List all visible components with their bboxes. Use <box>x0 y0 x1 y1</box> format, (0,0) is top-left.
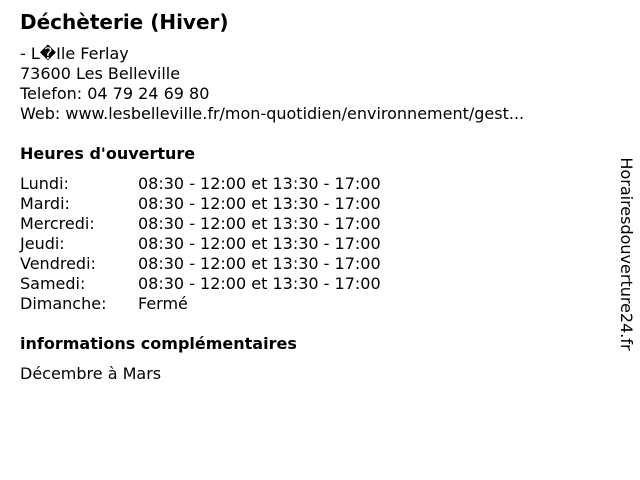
address-block <box>20 44 524 124</box>
day-label: Lundi: <box>20 174 69 193</box>
day-hours: 08:30 - 12:00 et 13:30 - 17:00 <box>138 174 381 193</box>
day-label: Samedi: <box>20 274 86 293</box>
page-title: Déchèterie (Hiver) <box>20 10 229 34</box>
hours-heading: Heures d'ouverture <box>20 144 196 163</box>
day-hours: Fermé <box>138 294 188 313</box>
day-label: Dimanche: <box>20 294 107 313</box>
hours-row-samedi <box>20 274 381 294</box>
address-street: - L�Ile Ferlay <box>20 44 129 63</box>
day-label: Vendredi: <box>20 254 96 273</box>
info-heading: informations complémentaires <box>20 334 297 353</box>
day-hours: 08:30 - 12:00 et 13:30 - 17:00 <box>138 274 381 293</box>
hours-row-vendredi <box>20 254 381 274</box>
day-hours: 08:30 - 12:00 et 13:30 - 17:00 <box>138 194 381 213</box>
day-hours: 08:30 - 12:00 et 13:30 - 17:00 <box>138 214 381 233</box>
site-watermark: Horairesdouverture24.fr <box>617 157 636 351</box>
day-label: Mardi: <box>20 194 70 213</box>
hours-row-lundi <box>20 174 381 194</box>
address-city: 73600 Les Belleville <box>20 64 181 83</box>
info-text: Décembre à Mars <box>20 364 162 383</box>
hours-row-dimanche <box>20 294 381 314</box>
day-label: Jeudi: <box>20 234 65 253</box>
day-hours: 08:30 - 12:00 et 13:30 - 17:00 <box>138 234 381 253</box>
hours-table <box>20 174 381 314</box>
phone-number: Telefon: 04 79 24 69 80 <box>20 84 210 103</box>
day-label: Mercredi: <box>20 214 95 233</box>
day-hours: 08:30 - 12:00 et 13:30 - 17:00 <box>138 254 381 273</box>
hours-row-mercredi <box>20 214 381 234</box>
hours-row-jeudi <box>20 234 381 254</box>
hours-row-mardi <box>20 194 381 214</box>
website-link[interactable]: Web: www.lesbelleville.fr/mon-quotidien/environnement/gest... <box>20 104 525 123</box>
